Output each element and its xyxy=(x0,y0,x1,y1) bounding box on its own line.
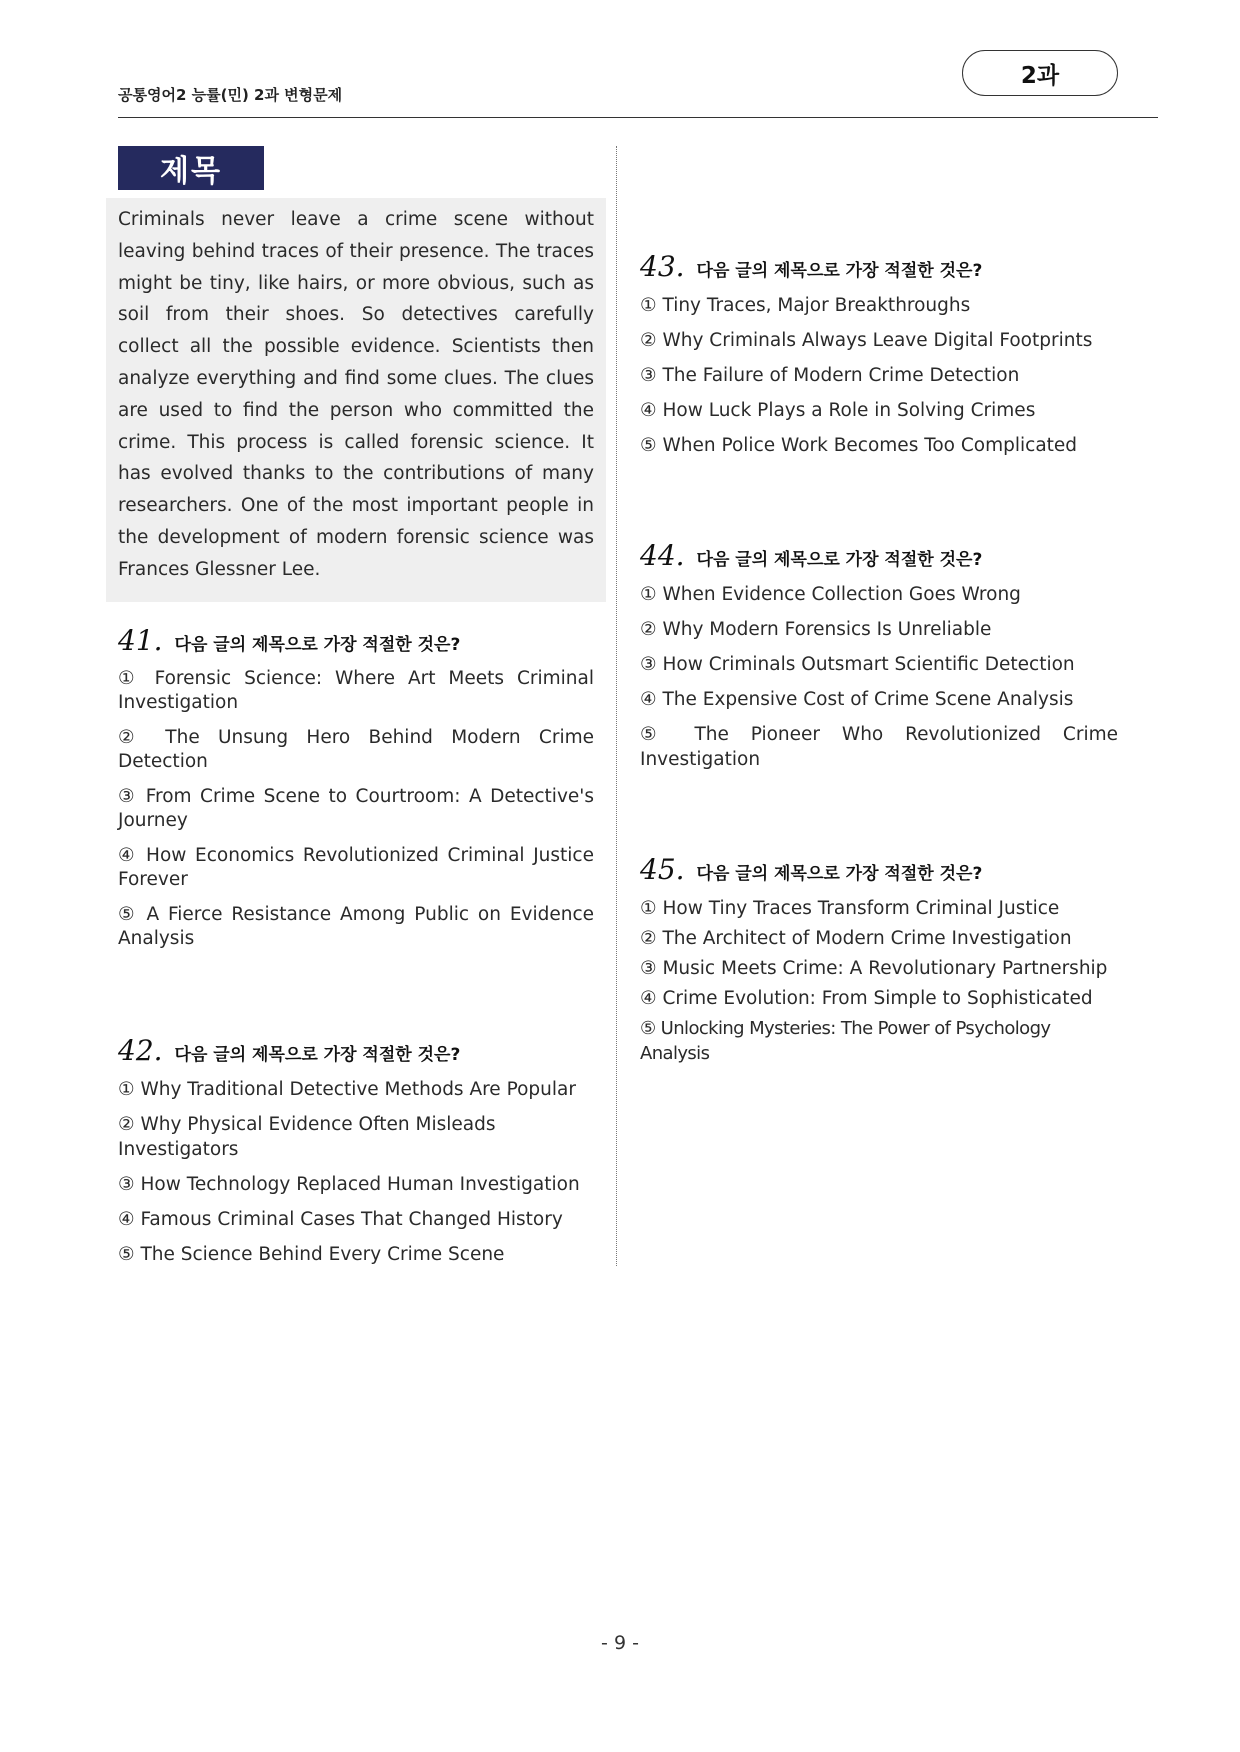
answer-option-3[interactable]: ③ From Crime Scene to Courtroom: A Detective's Journey xyxy=(118,786,594,831)
answer-option-2[interactable]: ② Why Physical Evidence Often Misleads Investigators xyxy=(118,1114,496,1160)
answer-option-4[interactable]: ④ Crime Evolution: From Simple to Sophisticated xyxy=(640,988,1093,1009)
answer-option-3[interactable]: ③ How Criminals Outsmart Scientific Detection xyxy=(640,654,1075,675)
answer-option-2[interactable]: ② The Architect of Modern Crime Investigation xyxy=(640,928,1072,949)
answer-option-1[interactable]: ① Why Traditional Detective Methods Are Popular xyxy=(118,1079,576,1100)
answer-option-1[interactable]: ① Forensic Science: Where Art Meets Criminal Investigation xyxy=(118,668,594,713)
answer-option-5[interactable]: ⑤ A Fierce Resistance Among Public on Evidence Analysis xyxy=(118,904,594,949)
answer-option-2[interactable]: ② Why Criminals Always Leave Digital Footprints xyxy=(640,330,1093,351)
question-45 xyxy=(640,853,1118,1071)
question-prompt: 다음 글의 제목으로 가장 적절한 것은? xyxy=(174,635,461,655)
answer-option-4[interactable]: ④ How Luck Plays a Role in Solving Crimes xyxy=(640,400,1036,421)
question-43 xyxy=(640,250,1118,468)
question-prompt: 다음 글의 제목으로 가장 적절한 것은? xyxy=(696,550,983,570)
question-prompt: 다음 글의 제목으로 가장 적절한 것은? xyxy=(696,261,983,281)
answer-option-5[interactable]: ⑤ The Science Behind Every Crime Scene xyxy=(118,1244,505,1265)
question-41 xyxy=(118,624,594,962)
passage: Criminals never leave a crime scene without leaving behind traces of their presence. The traces might be tiny, like hairs, or more obvious, such as soil from their shoes. So detectives carefully collect all the possible evidence. Scientists then analyze everything and find some clues. The clues are used to find the person who committed the crime. This process is called forensic science. It has evolved thanks to the contributions of many researchers. One of the most important people in the development of modern forensic science was Frances Glessner Lee. xyxy=(106,198,606,602)
answer-option-3[interactable]: ③ The Failure of Modern Crime Detection xyxy=(640,365,1020,386)
question-prompt: 다음 글의 제목으로 가장 적절한 것은? xyxy=(696,864,983,884)
question-number: 43. xyxy=(640,250,685,283)
section-label: 제목 xyxy=(118,146,264,190)
question-42 xyxy=(118,1034,594,1277)
question-44 xyxy=(640,539,1118,782)
answer-option-3[interactable]: ③ How Technology Replaced Human Investigation xyxy=(118,1174,580,1195)
question-prompt: 다음 글의 제목으로 가장 적절한 것은? xyxy=(174,1045,461,1065)
question-number: 44. xyxy=(640,539,685,572)
answer-option-5[interactable]: ⑤ When Police Work Becomes Too Complicated xyxy=(640,435,1078,456)
answer-option-5[interactable]: ⑤ Unlocking Mysteries: The Power of Psychology Analysis xyxy=(640,1018,1051,1064)
column-divider xyxy=(616,146,617,1266)
answer-option-1[interactable]: ① Tiny Traces, Major Breakthroughs xyxy=(640,295,971,316)
answer-option-2[interactable]: ② The Unsung Hero Behind Modern Crime Detection xyxy=(118,727,594,772)
answer-option-4[interactable]: ④ How Economics Revolutionized Criminal Justice Forever xyxy=(118,845,594,890)
question-number: 41. xyxy=(118,624,163,657)
question-number: 42. xyxy=(118,1034,163,1067)
page-number: - 9 - xyxy=(601,1632,639,1654)
answer-option-3[interactable]: ③ Music Meets Crime: A Revolutionary Partnership xyxy=(640,958,1108,979)
header-title: 공통영어2 능률(민) 2과 변형문제 xyxy=(118,86,343,104)
lesson-badge: 2과 xyxy=(962,50,1118,96)
answer-option-1[interactable]: ① When Evidence Collection Goes Wrong xyxy=(640,584,1021,605)
header-divider xyxy=(118,117,1158,118)
answer-option-5[interactable]: ⑤ The Pioneer Who Revolutionized Crime Investigation xyxy=(640,724,1118,770)
answer-option-4[interactable]: ④ Famous Criminal Cases That Changed History xyxy=(118,1209,563,1230)
answer-option-2[interactable]: ② Why Modern Forensics Is Unreliable xyxy=(640,619,992,640)
answer-option-4[interactable]: ④ The Expensive Cost of Crime Scene Analysis xyxy=(640,689,1074,710)
question-number: 45. xyxy=(640,853,685,886)
answer-option-1[interactable]: ① How Tiny Traces Transform Criminal Justice xyxy=(640,898,1060,919)
